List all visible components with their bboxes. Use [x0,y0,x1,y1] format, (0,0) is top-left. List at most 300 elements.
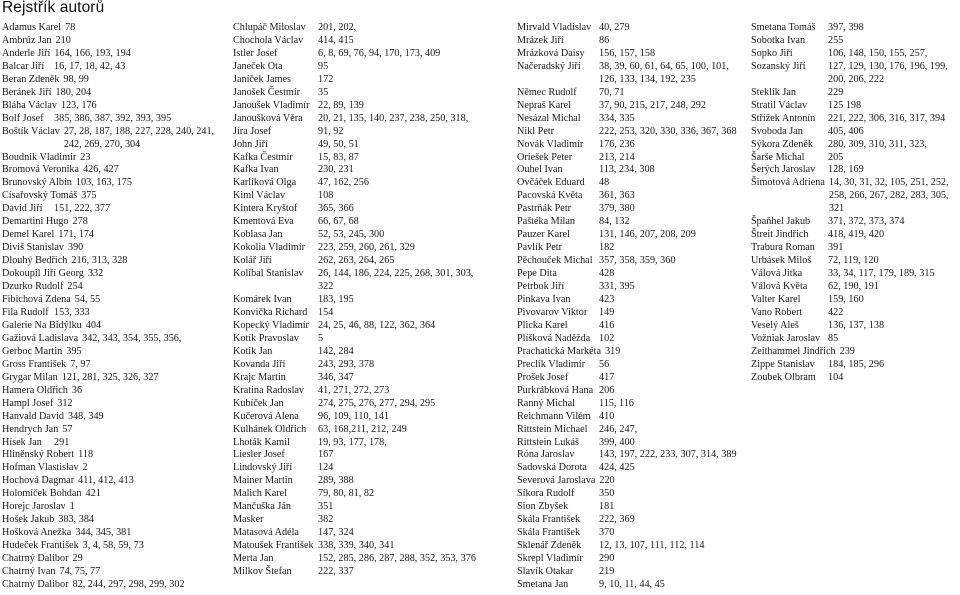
page-numbers: 49, 50, 51 [318,138,359,150]
page-numbers: 205 [828,151,844,163]
page-numbers: 96, 109, 110, 141 [318,410,389,422]
author-name: Pacovská Květa [517,190,583,202]
index-entry [2,281,215,294]
page-numbers: 416 [599,319,615,331]
page-numbers: 19, 93, 177, 178, [318,436,387,448]
author-name: Konvička Richard [233,306,308,318]
index-entry [751,22,960,35]
author-name: Mrázková Daisy [517,47,585,59]
index-entry [751,346,960,359]
page-numbers: 108 [318,190,334,202]
index-entry [517,320,743,333]
author-name: Skrepl Vladimír [517,553,583,565]
page-numbers: 213, 214 [599,151,635,163]
author-name: Šerých Jaroslav [751,164,816,176]
page-title: Rejstřík autorů [2,0,105,16]
page-numbers: 9, 10, 11, 44, 45 [599,578,665,590]
author-name: Dokoupil Jiří Georg [2,268,84,280]
author-name: Veselý Aleš [751,319,799,331]
page-numbers: 102 [599,332,615,344]
page-numbers: 56 [599,358,610,370]
index-entry [517,35,743,48]
index-entry [2,540,215,553]
page-numbers: 397, 398 [828,22,864,33]
page-numbers: 57 [62,423,73,435]
index-entry [751,100,960,113]
author-name: Holomíček Bohdan [2,488,82,500]
index-entry [2,566,215,579]
index-entry [2,488,215,501]
page-numbers: 154 [318,306,334,318]
index-entry [233,126,491,139]
author-name: Janošek Čestmír [233,86,301,98]
author-name: Gažiová Ladislava [2,332,79,344]
index-column-3 [517,22,743,592]
page-numbers: 20, 21, 135, 140, 237, 238, 250, 318, [318,112,469,124]
index-entry [2,437,215,450]
index-entry [233,527,491,540]
page-numbers: 365, 366 [318,203,354,215]
index-entry [2,527,215,540]
page-numbers: 52, 53, 245, 300 [318,229,385,241]
index-entry [233,139,491,152]
index-entry [2,216,215,229]
page-numbers: 183, 195 [318,294,354,306]
page-numbers: 243, 293, 378 [318,358,375,370]
page-numbers: 428 [599,268,615,280]
author-name: Kokolia Vladimír [233,242,305,254]
page-numbers: 371, 372, 373, 374 [828,216,905,228]
index-entry [2,449,215,462]
page-numbers: 350 [599,488,615,500]
index-entry [517,126,743,139]
page-numbers: 37, 90, 215, 217, 248, 292 [599,99,706,111]
index-entry [751,372,960,385]
index-entry [2,424,215,437]
page-numbers: 344, 345, 381 [75,527,132,539]
index-entry [517,113,743,126]
page-numbers: 346, 347 [318,371,354,383]
author-name: Fila Rudolf [2,306,49,318]
index-entry [233,100,491,113]
index-entry [233,48,491,61]
page-numbers: 72, 119, 120 [828,255,879,267]
index-entry [751,294,960,307]
author-name: Zeithammel Jindřich [751,345,836,357]
author-name: Chatrný Dalibor [2,553,69,565]
page-numbers: 291 [54,436,70,448]
index-entry [751,333,960,346]
page-numbers: 338, 339, 340, 341 [318,540,395,552]
page-numbers: 121, 281, 325, 326, 327 [61,371,159,383]
author-name: Bromová Veronika [2,164,80,176]
author-name: Ovčáček Eduard [517,177,585,189]
page-numbers: 82, 244, 297, 298, 299, 302 [72,578,185,590]
author-name: David Jiří [2,203,43,215]
page-numbers: 421 [85,488,101,500]
author-name: Kotík Pravoslav [233,332,299,344]
author-name: Smetana Jan [517,578,569,590]
author-name: Hudeček František [2,540,79,552]
author-name: Hošková Anežka [2,527,72,539]
author-name: Štreit Jindřich [751,229,809,241]
page-numbers: 48 [599,177,610,189]
author-name: Nepraš Karel [517,99,572,111]
author-name: Plíšková Naděžda [517,332,591,344]
author-name: Liesler Josef [233,449,285,461]
author-name: Skála František [517,514,581,526]
index-entry [233,216,491,229]
index-entry [2,152,215,165]
page-numbers: 23 [80,151,91,163]
index-entry [233,190,491,203]
index-entry [2,255,215,268]
author-name: Paštéka Milan [517,216,576,228]
index-column-2 [233,22,491,579]
page-numbers: 289, 388 [318,475,354,487]
author-name: Hísek Jan [2,436,42,448]
author-name: Plicka Karel [517,319,568,331]
index-entry [233,164,491,177]
author-name: Kolíbal Stanislav [233,268,304,280]
author-name: Krajc Martin [233,371,286,383]
page-numbers: 63, 168,211, 212, 249 [318,423,407,435]
author-name: Ambrúz Jan [2,34,52,46]
page-numbers: 171, 174 [58,229,94,241]
author-name: Svoboda Jan [751,125,803,137]
author-name: Mainer Martin [233,475,293,487]
page-numbers: 6, 8, 69, 76, 94, 170, 173, 409 [318,47,441,59]
author-name: Hamera Oldřich [2,384,68,396]
index-entry [517,553,743,566]
author-name: Mirvald Vladislav [517,22,592,33]
page-numbers: 2 [82,462,88,474]
author-name: Reichmann Vilém [517,410,591,422]
page-numbers: 390 [67,242,84,254]
index-entry [517,307,743,320]
author-name: Kulhánek Oldřich [233,423,307,435]
author-name: Janoušková Věra [233,112,303,124]
page-numbers: 385, 386, 387, 392, 393, 395 [54,112,172,124]
index-entry [233,229,491,242]
page-numbers: 12, 13, 107, 111, 112, 114 [599,540,705,552]
page-numbers: 230, 231 [318,164,354,176]
page-numbers: 278 [72,216,88,228]
author-name: Chatrný Ivan [2,566,56,578]
index-entry [2,579,215,592]
page-numbers: 216, 313, 328 [71,255,128,267]
author-name: Sopko Jiří [751,47,793,59]
author-name: Brunovský Albín [2,177,72,189]
index-entry [233,87,491,100]
page-numbers: 255 [828,34,844,46]
index-entry [751,281,960,294]
page-numbers: 152, 285, 286, 287, 288, 352, 353, 376 [318,553,476,565]
author-name: Urbásek Miloš [751,255,812,267]
index-entry [2,22,215,35]
index-entry [517,152,743,165]
page-numbers: 206 [599,384,615,396]
author-name: Vožniak Jaroslav [751,332,821,344]
author-name: Špaňhel Jakub [751,216,811,228]
index-entry [2,87,215,100]
author-name: Pavlík Petr [517,242,562,254]
index-entry [233,22,491,35]
author-name: Císařovský Tomáš [2,190,78,202]
index-entry [751,320,960,333]
page-numbers: 91, 92 [318,125,344,137]
index-entry [2,74,215,87]
page-numbers: 348, 349 [67,410,104,422]
index-entry [517,139,743,152]
author-name: Sadovská Dorota [517,462,587,474]
page-numbers: 156, 157, 158 [599,47,656,59]
index-entry [517,437,743,450]
author-name: Ranný Michal [517,397,576,409]
index-entry [517,514,743,527]
author-name: Pivovarov Viktor [517,306,588,318]
author-name: Kafka Ivan [233,164,279,176]
page-numbers: 47, 162, 256 [318,177,369,189]
index-entry [2,177,215,190]
author-name: Janíček James [233,73,291,85]
index-entry [2,242,215,255]
page-numbers: 118 [78,449,94,461]
author-name: Steklík Jan [751,86,796,98]
page-numbers: 220 [599,475,615,487]
index-entry [517,48,743,61]
index-entry [2,501,215,514]
index-entry [233,113,491,126]
page-numbers: 342, 343, 354, 355, 356, [82,332,182,344]
page-numbers: 74, 75, 77 [59,566,101,578]
index-entry [517,385,743,398]
page-numbers: 280, 309, 310, 311, 323, [828,138,927,150]
page-numbers: 382 [318,514,334,526]
index-entry [233,242,491,255]
page-numbers: 149 [599,306,615,318]
author-name: Zippe Stanislav [751,358,815,370]
author-name: Kopecký Vladimír [233,319,309,331]
author-name: Stratil Václav [751,99,808,111]
author-name: Šarše Michal [751,151,805,163]
author-name: Němec Rudolf [517,86,577,98]
author-name: Demartini Hugo [2,216,69,228]
index-entry [751,48,960,61]
author-name: Bláha Václav [2,99,57,111]
page-numbers: 62, 190, 191 [828,281,879,293]
author-name: Síkora Rudolf [517,488,575,500]
index-entry [233,152,491,165]
page-numbers: 334, 335 [599,112,635,124]
author-name: Severová Jaroslava [517,475,596,487]
author-name: Smetana Tomáš [751,22,816,33]
index-entry [517,190,743,203]
page-numbers: 422 [828,306,844,318]
author-name: Beran Zdeněk [2,73,60,85]
author-name: Chatrný Dalibor [2,578,69,590]
index-entry [751,164,960,177]
index-entry [517,346,743,359]
index-entry [517,22,743,35]
author-name: Kolář Jiří [233,255,272,267]
page-numbers: 78 [65,22,76,33]
index-entry [233,437,491,450]
author-name: Merta Jan [233,553,274,565]
page-numbers: 172 [318,73,334,85]
page-numbers: 125 198 [828,99,862,111]
index-entry [233,566,491,579]
author-name: Sobotka Ivan [751,34,806,46]
index-entry [2,164,215,177]
page-numbers: 423 [599,294,615,306]
author-name: Horejc Jaroslav [2,501,66,513]
page-numbers: 410 [599,410,615,422]
index-entry [517,540,743,553]
index-entry [517,424,743,437]
page-numbers: 395 [66,345,82,357]
author-name: Novák Vladimír [517,138,584,150]
index-entry [233,411,491,424]
page-numbers: 223, 259, 260, 261, 329 [318,242,415,254]
index-entry [2,411,215,424]
author-name: Grygar Milan [2,371,58,383]
author-name: Chlupáč Miloslav [233,22,306,33]
index-entry [233,372,491,385]
author-name: Prachatická Markéta [517,345,602,357]
page-numbers: 128, 169 [828,164,864,176]
index-entry [517,333,743,346]
author-name: Hofman Vlastislav [2,462,79,474]
index-entry [2,294,215,307]
page-numbers: 201, 202, [318,22,357,33]
index-entry [517,242,743,255]
index-entry [233,177,491,190]
index-entry [233,475,491,488]
page-numbers: 361, 363 [599,190,635,202]
page-numbers: 391 [828,242,844,254]
author-name: Purkrábková Hana [517,384,594,396]
author-name: Trabura Roman [751,242,815,254]
index-entry [233,61,491,74]
page-numbers: 124 [318,462,334,474]
page-numbers: 331, 395 [599,281,635,293]
index-entry [233,462,491,475]
index-entry [517,61,743,87]
author-name: Sýkora Zdeněk [751,138,813,150]
page-numbers: 24, 25, 46, 88, 122, 362, 364 [318,319,436,331]
author-name: Róna Jaroslav [517,449,575,461]
page-numbers: 95 [318,60,329,72]
author-name: Matoušek František [233,540,314,552]
index-entry [2,35,215,48]
page-numbers: 319 [605,345,621,357]
page-numbers: 222, 253, 320, 330, 336, 367, 368 [599,125,737,137]
author-name: Demel Karel [2,229,55,241]
index-entry [517,294,743,307]
author-name: Diviš Stanislav [2,242,64,254]
author-name: Kiml Václav [233,190,286,202]
page-numbers: 7, 97 [70,358,91,370]
author-name: Chochola Václav [233,34,304,46]
page-numbers: 136, 137, 138 [828,319,885,331]
page-numbers: 29 [72,553,83,565]
index-entry [2,126,215,152]
index-entry [517,449,743,462]
index-entry [517,488,743,501]
index-entry [517,100,743,113]
index-entry [517,255,743,268]
index-entry [517,87,743,100]
author-name: Válová Květa [751,281,808,293]
page-numbers: 151, 222, 377 [54,203,111,215]
page-numbers: 262, 263, 264, 265 [318,255,395,267]
page-numbers: 290 [599,553,615,565]
author-name: Pinkava Ivan [517,294,571,306]
page-numbers: 40, 279 [599,22,630,33]
author-name: Kafka Čestmír [233,151,293,163]
author-name: Zoubek Olbram [751,371,816,383]
page-numbers: 184, 185, 296 [828,358,885,370]
author-name: Mančuška Ján [233,501,291,513]
author-name: Kovanda Jiří [233,358,286,370]
author-name: Pastrňák Petr [517,203,572,215]
index-entry [233,385,491,398]
author-name: Nesázal Michal [517,112,581,124]
page-numbers: 222, 337 [318,566,354,578]
index-entry [517,229,743,242]
index-entry [517,411,743,424]
page-numbers: 219 [599,566,615,578]
page-numbers: 182 [599,242,615,254]
index-entry [517,203,743,216]
author-name: Milkov Štefan [233,566,292,578]
author-name: Vano Robert [751,306,803,318]
page-numbers: 131, 146, 207, 208, 209 [599,229,696,241]
page-numbers: 332 [87,268,104,280]
index-entry [517,268,743,281]
author-name: Komárek Ivan [233,294,292,306]
index-entry [2,385,215,398]
page-numbers: 38, 39, 60, 61, 64, 65, 100, 101, 126, 133, 134, 192, 235 [599,60,729,85]
index-entry [233,294,491,307]
author-name: Načeradský Jiří [517,60,581,72]
page-numbers: 153, 333 [54,306,90,318]
author-name: Kintera Kryštof [233,203,298,215]
page-numbers: 424, 425 [599,462,635,474]
author-name: Slavík Otakar [517,566,574,578]
page-numbers: 351 [318,501,334,513]
index-entry [233,553,491,566]
page-numbers: 180, 204 [55,86,92,98]
author-name: Hošek Jakub [2,514,55,526]
page-numbers: 127, 129, 130, 176, 196, 199, 200, 206, 222 [828,60,948,85]
index-entry [2,553,215,566]
index-entry [751,139,960,152]
page-numbers: 85 [828,332,839,344]
index-entry [233,449,491,462]
index-entry [751,87,960,100]
index-entry [517,501,743,514]
index-entry [2,398,215,411]
author-name: Kratina Radoslav [233,384,305,396]
page-numbers: 113, 234, 308 [599,164,655,176]
index-entry [2,113,215,126]
author-name: John Jiří [233,138,268,150]
page-numbers: 22, 89, 139 [318,99,364,111]
page-numbers: 375 [81,190,97,202]
page-numbers: 221, 222, 306, 316, 317, 394 [828,112,946,124]
